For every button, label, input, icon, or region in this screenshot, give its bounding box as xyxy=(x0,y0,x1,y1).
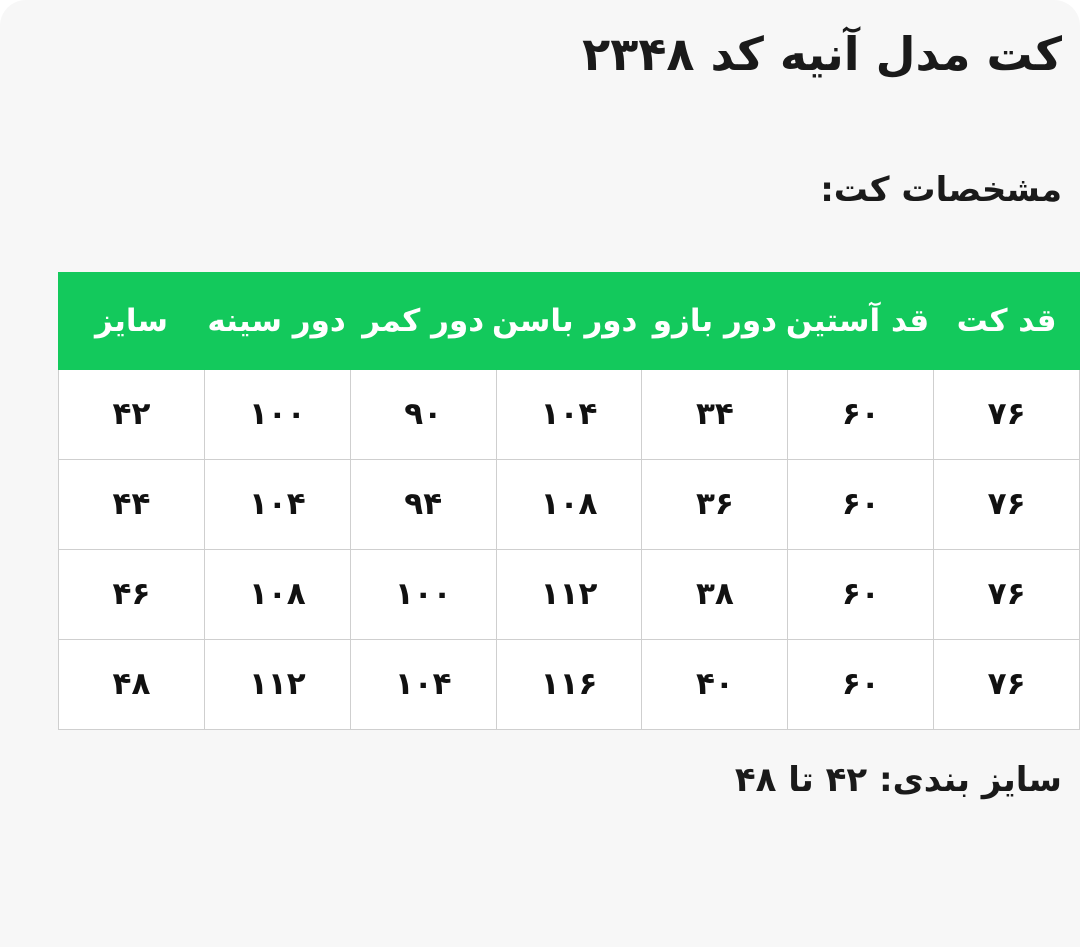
table-cell: ۷۶ xyxy=(934,369,1080,459)
table-cell: ۴۴ xyxy=(59,459,205,549)
table-header-cell: دور باسن xyxy=(496,272,642,369)
table-cell: ۷۶ xyxy=(934,459,1080,549)
table-cell: ۳۸ xyxy=(642,549,788,639)
table-cell: ۶۰ xyxy=(788,639,934,729)
table-cell: ۱۰۴ xyxy=(350,639,496,729)
table-cell: ۱۰۴ xyxy=(204,459,350,549)
table-cell: ۴۶ xyxy=(59,549,205,639)
table-row xyxy=(59,639,1080,729)
size-chart-table xyxy=(58,272,1080,730)
table-body xyxy=(59,369,1080,729)
size-range-note: سایز بندی: ۴۲ تا ۴۸ xyxy=(734,759,1062,800)
table-cell: ۱۰۰ xyxy=(204,369,350,459)
section-subtitle: مشخصات کت: xyxy=(820,169,1062,210)
table-cell: ۷۶ xyxy=(934,549,1080,639)
table-cell: ۹۰ xyxy=(350,369,496,459)
table-cell: ۱۱۲ xyxy=(496,549,642,639)
table-header-cell: سایز xyxy=(59,272,205,369)
table-cell: ۴۲ xyxy=(59,369,205,459)
table-cell: ۶۰ xyxy=(788,549,934,639)
table-cell: ۶۰ xyxy=(788,369,934,459)
table-cell: ۳۴ xyxy=(642,369,788,459)
table-cell: ۱۰۴ xyxy=(496,369,642,459)
table-cell: ۶۰ xyxy=(788,459,934,549)
table-header xyxy=(59,272,1080,369)
table-cell: ۷۶ xyxy=(934,639,1080,729)
table-cell: ۱۱۶ xyxy=(496,639,642,729)
table-row xyxy=(59,459,1080,549)
table-cell: ۱۰۰ xyxy=(350,549,496,639)
table-cell: ۴۰ xyxy=(642,639,788,729)
table-cell: ۱۰۸ xyxy=(496,459,642,549)
table-cell: ۴۸ xyxy=(59,639,205,729)
table-header-cell: دور سینه xyxy=(204,272,350,369)
table-header-cell: دور بازو xyxy=(642,272,788,369)
size-table-wrapper xyxy=(0,272,1080,730)
table-header-cell: قد آستین xyxy=(788,272,934,369)
table-row xyxy=(59,549,1080,639)
table-header-row xyxy=(59,272,1080,369)
table-row xyxy=(59,369,1080,459)
table-cell: ۹۴ xyxy=(350,459,496,549)
table-cell: ۱۱۲ xyxy=(204,639,350,729)
table-header-cell: دور کمر xyxy=(350,272,496,369)
page-title: کت مدل آنیه کد ۲۳۴۸ xyxy=(582,27,1062,81)
table-cell: ۳۶ xyxy=(642,459,788,549)
table-cell: ۱۰۸ xyxy=(204,549,350,639)
table-header-cell: قد کت xyxy=(934,272,1080,369)
